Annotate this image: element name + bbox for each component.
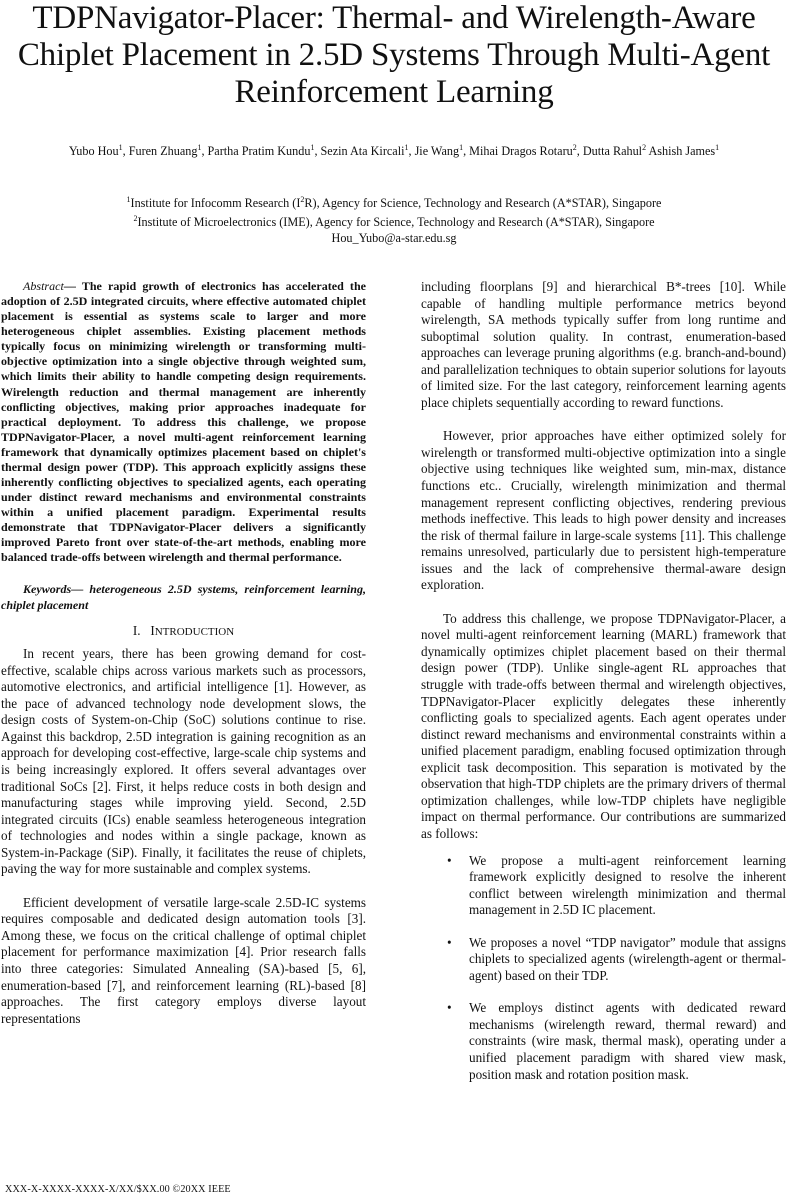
author-name: Sezin Ata Kircali$^1$	[320, 142, 409, 158]
left-column	[1, 279, 366, 1027]
paper-title: TDPNavigator-Placer: Thermal- and Wirelength-Aware Chiplet Placement in 2.5D Systems Through Multi-Agent Reinforcement Learning	[17, 0, 771, 110]
intro-paragraph-5: To address this challenge, we propose TDPNavigator-Placer, a novel multi-agent reinforcement learning (MARL) framework that dynamically optimizes chiplet placement based on their thermal design power (TDP). Unlike single-agent RL approaches that struggle with trade-offs between thermal and wirelength objectives, TDPNavigator-Placer explicitly delegates these inherently conflicting goals to specialized agents. Each agent operates under distinct reward mechanisms and environmental constraints within a unified placement paradigm, enabling focused optimization through explicit task decomposition. This separation is motivated by the observation that high-TDP chiplets are the primary drivers of thermal optimization challenges, while low-TDP chiplets have negligible impact on thermal performance. Our contributions are summarized as follows:	[421, 610, 786, 841]
author-name: Mihai Dragos Rotaru$^2$	[469, 142, 577, 158]
intro-paragraph-3: including floorplans [9] and hierarchical B*-trees [10]. While capable of handling multiple performance metrics beyond wirelength, SA methods typically suffer from long runtime and suboptimal solution quality. In contrast, enumeration-based approaches can leverage pruning algorithms (e.g. branch-and-bound) and parallelization techniques to obtain superior solutions for layouts of limited size. For the last category, reinforcement learning agents place chiplets sequentially according to reward functions.	[421, 279, 786, 410]
section-heading-introduction: I. INTRODUCTION	[132, 622, 235, 638]
right-column	[421, 279, 786, 1099]
intro-paragraph-1: In recent years, there has been growing demand for cost-effective, scalable chips across various markets such as processors, automotive electronics, and artificial intelligence [1]. However, as the pace of advanced technology node development slows, the design costs of System-on-Chip (SoC) solutions continue to rise. Against this backdrop, 2.5D integration is gaining recognition as an approach for developing cost-effective, large-scale chip systems and is being increasingly explored. It offers several advantages over traditional SoCs [2]. First, it helps reduce costs in both design and manufacturing stages while improving yield. Second, 2.5D integrated circuits (ICs) enable seamless heterogeneous integration of technologies and nodes within a single package, known as System-in-Package (SiP). Finally, it facilitates the reuse of chiplets, paving the way for more sustainable and complex systems.	[1, 646, 366, 877]
author-name: Furen Zhuang$^1$	[128, 142, 202, 158]
affiliations	[40, 194, 748, 248]
contribution-item: • We proposes a novel “TDP navigator” module that assigns chiplets to specialized agents (wirelength-agent or thermal-agent) based on their TDP.	[447, 934, 786, 983]
author-name: Yubo Hou$^1$	[68, 142, 123, 158]
intro-paragraph-4: However, prior approaches have either optimized solely for wirelength or transformed multi-objective optimization into a single objective using techniques like weighted sum, min-max, distance functions etc.. Crucially, wirelength minimization and thermal management represent conflicting objectives, rendering previous methods ineffective. This leads to high power density and increases the risk of thermal failure in large-scale systems [11]. This challenge remains unresolved, particularly due to persistent high-temperature issues and the lack of comprehensive thermal-aware design exploration.	[421, 428, 786, 593]
bullet-icon: •	[447, 934, 452, 950]
abstract: Abstract— The rapid growth of electronics has accelerated the adoption of 2.5D integrated circuits, where effective automated chiplet placement is essential as systems scale to larger and more heterogeneous chiplet assemblies. Existing placement methods typically focus on minimizing wirelength or transforming multi-objective optimization into a single objective through weighted sum, which limits their ability to handle competing design requirements. Wirelength reduction and thermal management are inherently conflicting objectives, making prior approaches inadequate for practical deployment. To address this challenge, we propose TDPNavigator-Placer, a novel multi-agent reinforcement learning framework that dynamically optimizes placement based on chiplet's thermal design power (TDP). This approach explicitly assigns these inherently conflicting objectives to specialized agents, each operating under distinct reward mechanisms and environmental constraints within a unified placement paradigm. Experimental results demonstrate that TDPNavigator-Placer delivers a significantly improved Pareto front over state-of-the-art methods, enabling more balanced trade-offs between wirelength and thermal performance.	[1, 279, 366, 565]
author-name: Dutta Rahul$^2$	[582, 142, 647, 158]
contribution-item: • We propose a multi-agent reinforcement learning framework explicitly designed to resolve the inherent conflict between wirelength minimization and thermal management in 2.5D IC placement.	[447, 852, 786, 918]
author-name: Partha Pratim Kundu$^1$	[207, 142, 315, 158]
intro-paragraph-2: Efficient development of versatile large-scale 2.5D-IC systems requires composable and dedicated design automation tools [3]. Among these, we focus on the critical challenge of optimal chiplet placement for performance maximization [4]. Prior research falls into three categories: Simulated Annealing (SA)-based [5, 6], enumeration-based [7], and reinforcement learning (RL)-based [8] approaches. The first category employs diverse layout representations	[1, 894, 366, 1026]
author-name: Jie Wang$^1$	[414, 142, 464, 158]
author-email: Hou_Yubo@a-star.edu.sg	[331, 231, 457, 245]
bullet-icon: •	[447, 1000, 452, 1016]
keywords: Keywords— heterogeneous 2.5D systems, reinforcement learning, chiplet placement	[1, 582, 366, 612]
affiliation-1: $^1$Institute for Infocomm Research $(I^2R)$, Agency for Science, Technology and Research (A*STAR), Singapore	[126, 194, 662, 210]
bullet-icon: •	[447, 852, 452, 868]
author-list: Yubo Hou$^1$, Furen Zhuang$^1$, Partha Pratim Kundu$^1$, Sezin Ata Kircali$^1$, Jie Wang$^1$, Mihai Dragos Rotaru$^2$, Dutta Rahul$^2$ Ashish James$^1$	[68, 142, 720, 158]
contribution-list	[421, 853, 786, 1084]
affiliation-2: $^2$Institute of Microelectronics (IME), Agency for Science, Technology and Research (A*STAR), Singapore	[133, 213, 655, 229]
contribution-item: • We employs distinct agents with dedicated reward mechanisms (wirelength reward, thermal reward) and constraints (wire mask, thermal mask), operating under a unified placement paradigm with shared view mask, position mask and rotation position mask.	[447, 1000, 786, 1082]
copyright-footer: XXX-X-XXXX-XXXX-X/XX/$XX.00 ©20XX IEEE	[5, 1184, 231, 1195]
author-name: Ashish James$^1$	[648, 142, 720, 158]
